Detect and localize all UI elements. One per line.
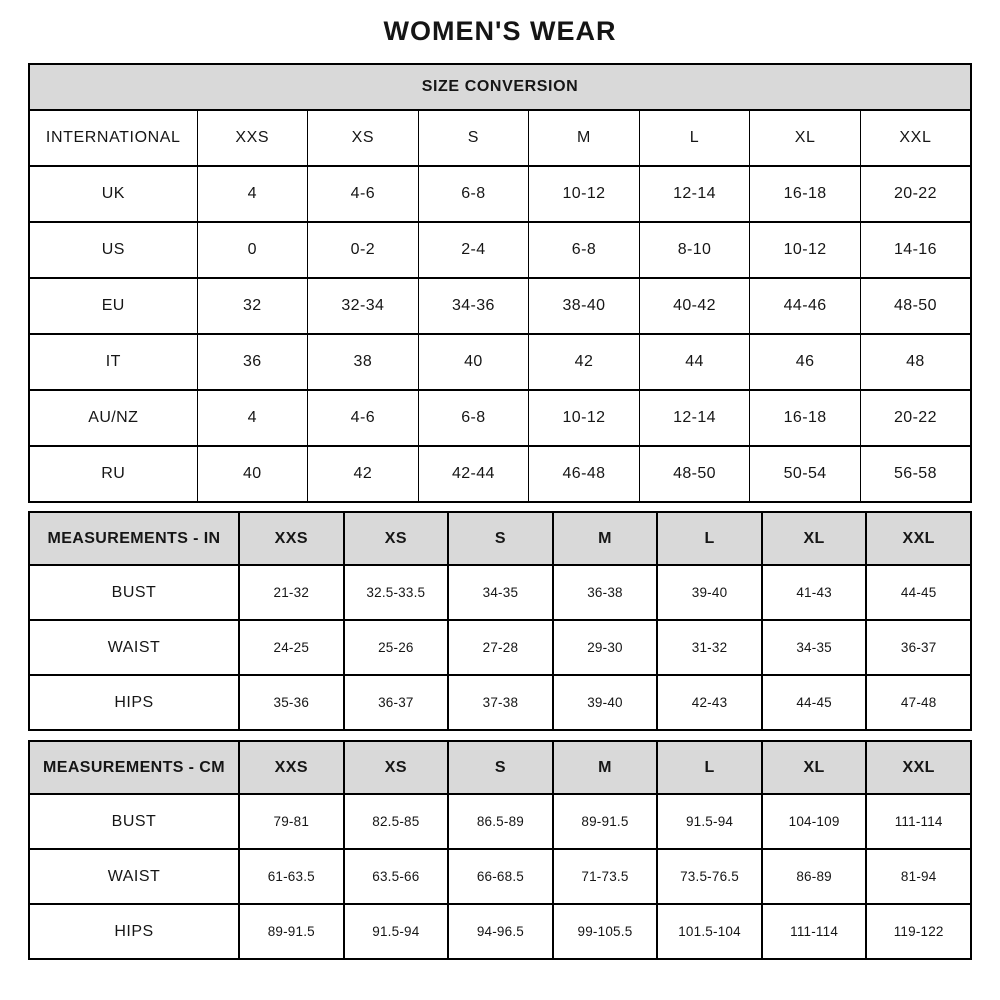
table-row — [29, 904, 971, 959]
size-conversion-body — [29, 166, 971, 502]
value-cell: 66-68.5 — [448, 849, 553, 904]
value-cell: 34-35 — [762, 620, 867, 675]
measurements-in-body — [29, 565, 971, 730]
measurements-in-table — [28, 511, 972, 731]
value-cell: 73.5-76.5 — [657, 849, 762, 904]
value-cell: 38 — [308, 334, 419, 390]
row-label: IT — [29, 334, 197, 390]
measurements-cm-header-row — [29, 741, 971, 794]
size-header-l: L — [639, 110, 750, 166]
value-cell: 36 — [197, 334, 308, 390]
size-header-m: M — [529, 110, 640, 166]
size-header-s: S — [448, 741, 553, 794]
table-row — [29, 620, 971, 675]
size-header-xxs: XXS — [239, 512, 344, 565]
size-header-l: L — [657, 741, 762, 794]
value-cell: 63.5-66 — [344, 849, 449, 904]
row-group-label: MEASUREMENTS - CM — [29, 741, 239, 794]
value-cell: 86-89 — [762, 849, 867, 904]
value-cell: 4 — [197, 166, 308, 222]
value-cell: 37-38 — [448, 675, 553, 730]
size-header-xl: XL — [750, 110, 861, 166]
value-cell: 39-40 — [657, 565, 762, 620]
measurements-cm-body — [29, 794, 971, 959]
value-cell: 101.5-104 — [657, 904, 762, 959]
row-label: BUST — [29, 565, 239, 620]
table-row — [29, 446, 971, 502]
row-label: WAIST — [29, 620, 239, 675]
value-cell: 27-28 — [448, 620, 553, 675]
row-label: UK — [29, 166, 197, 222]
value-cell: 56-58 — [860, 446, 971, 502]
value-cell: 41-43 — [762, 565, 867, 620]
value-cell: 21-32 — [239, 565, 344, 620]
value-cell: 104-109 — [762, 794, 867, 849]
value-cell: 94-96.5 — [448, 904, 553, 959]
value-cell: 48-50 — [860, 278, 971, 334]
value-cell: 35-36 — [239, 675, 344, 730]
value-cell: 42-43 — [657, 675, 762, 730]
row-label: HIPS — [29, 904, 239, 959]
value-cell: 42-44 — [418, 446, 529, 502]
value-cell: 44-46 — [750, 278, 861, 334]
measurements-in-header-row — [29, 512, 971, 565]
size-header-s: S — [448, 512, 553, 565]
value-cell: 48-50 — [639, 446, 750, 502]
value-cell: 34-35 — [448, 565, 553, 620]
row-label: US — [29, 222, 197, 278]
value-cell: 34-36 — [418, 278, 529, 334]
measurements-cm-table — [28, 740, 972, 960]
table-row — [29, 222, 971, 278]
value-cell: 0 — [197, 222, 308, 278]
value-cell: 38-40 — [529, 278, 640, 334]
value-cell: 40-42 — [639, 278, 750, 334]
row-label: WAIST — [29, 849, 239, 904]
value-cell: 36-37 — [866, 620, 971, 675]
value-cell: 32 — [197, 278, 308, 334]
value-cell: 16-18 — [750, 166, 861, 222]
value-cell: 36-37 — [344, 675, 449, 730]
value-cell: 2-4 — [418, 222, 529, 278]
table-row — [29, 565, 971, 620]
table-row — [29, 166, 971, 222]
value-cell: 12-14 — [639, 390, 750, 446]
value-cell: 20-22 — [860, 390, 971, 446]
value-cell: 39-40 — [553, 675, 658, 730]
value-cell: 82.5-85 — [344, 794, 449, 849]
value-cell: 42 — [529, 334, 640, 390]
size-header-m: M — [553, 741, 658, 794]
size-header-m: M — [553, 512, 658, 565]
value-cell: 40 — [197, 446, 308, 502]
value-cell: 10-12 — [750, 222, 861, 278]
value-cell: 12-14 — [639, 166, 750, 222]
value-cell: 111-114 — [762, 904, 867, 959]
table-row — [29, 278, 971, 334]
value-cell: 6-8 — [418, 166, 529, 222]
size-header-xs: XS — [308, 110, 419, 166]
value-cell: 119-122 — [866, 904, 971, 959]
value-cell: 6-8 — [529, 222, 640, 278]
value-cell: 46-48 — [529, 446, 640, 502]
value-cell: 50-54 — [750, 446, 861, 502]
row-label: RU — [29, 446, 197, 502]
table-row — [29, 849, 971, 904]
value-cell: 91.5-94 — [344, 904, 449, 959]
value-cell: 20-22 — [860, 166, 971, 222]
size-header-l: L — [657, 512, 762, 565]
value-cell: 46 — [750, 334, 861, 390]
value-cell: 47-48 — [866, 675, 971, 730]
row-group-label: MEASUREMENTS - IN — [29, 512, 239, 565]
value-cell: 6-8 — [418, 390, 529, 446]
size-header-xl: XL — [762, 741, 867, 794]
value-cell: 81-94 — [866, 849, 971, 904]
size-header-xxl: XXL — [860, 110, 971, 166]
value-cell: 14-16 — [860, 222, 971, 278]
size-conversion-header-row — [29, 110, 971, 166]
row-label: BUST — [29, 794, 239, 849]
value-cell: 48 — [860, 334, 971, 390]
value-cell: 89-91.5 — [239, 904, 344, 959]
size-header-xxs: XXS — [197, 110, 308, 166]
value-cell: 89-91.5 — [553, 794, 658, 849]
value-cell: 25-26 — [344, 620, 449, 675]
table-row — [29, 794, 971, 849]
size-header-xs: XS — [344, 741, 449, 794]
size-header-xxs: XXS — [239, 741, 344, 794]
value-cell: 61-63.5 — [239, 849, 344, 904]
value-cell: 24-25 — [239, 620, 344, 675]
size-header-xs: XS — [344, 512, 449, 565]
size-header-xl: XL — [762, 512, 867, 565]
value-cell: 99-105.5 — [553, 904, 658, 959]
value-cell: 4 — [197, 390, 308, 446]
value-cell: 79-81 — [239, 794, 344, 849]
row-label: EU — [29, 278, 197, 334]
value-cell: 0-2 — [308, 222, 419, 278]
value-cell: 29-30 — [553, 620, 658, 675]
page-title: WOMEN'S WEAR — [383, 16, 617, 46]
value-cell: 4-6 — [308, 390, 419, 446]
value-cell: 31-32 — [657, 620, 762, 675]
value-cell: 42 — [308, 446, 419, 502]
value-cell: 8-10 — [639, 222, 750, 278]
value-cell: 32-34 — [308, 278, 419, 334]
size-header-s: S — [418, 110, 529, 166]
size-conversion-caption-row — [29, 64, 971, 110]
size-conversion-table — [28, 63, 972, 503]
value-cell: 44-45 — [866, 565, 971, 620]
value-cell: 111-114 — [866, 794, 971, 849]
value-cell: 91.5-94 — [657, 794, 762, 849]
value-cell: 16-18 — [750, 390, 861, 446]
row-group-label: INTERNATIONAL — [29, 110, 197, 166]
value-cell: 44-45 — [762, 675, 867, 730]
value-cell: 32.5-33.5 — [344, 565, 449, 620]
size-conversion-title: SIZE CONVERSION — [29, 64, 971, 110]
value-cell: 10-12 — [529, 166, 640, 222]
value-cell: 71-73.5 — [553, 849, 658, 904]
value-cell: 4-6 — [308, 166, 419, 222]
size-header-xxl: XXL — [866, 741, 971, 794]
row-label: HIPS — [29, 675, 239, 730]
table-row — [29, 675, 971, 730]
table-row — [29, 390, 971, 446]
size-header-xxl: XXL — [866, 512, 971, 565]
table-row — [29, 334, 971, 390]
value-cell: 86.5-89 — [448, 794, 553, 849]
row-label: AU/NZ — [29, 390, 197, 446]
value-cell: 44 — [639, 334, 750, 390]
value-cell: 36-38 — [553, 565, 658, 620]
value-cell: 40 — [418, 334, 529, 390]
value-cell: 10-12 — [529, 390, 640, 446]
